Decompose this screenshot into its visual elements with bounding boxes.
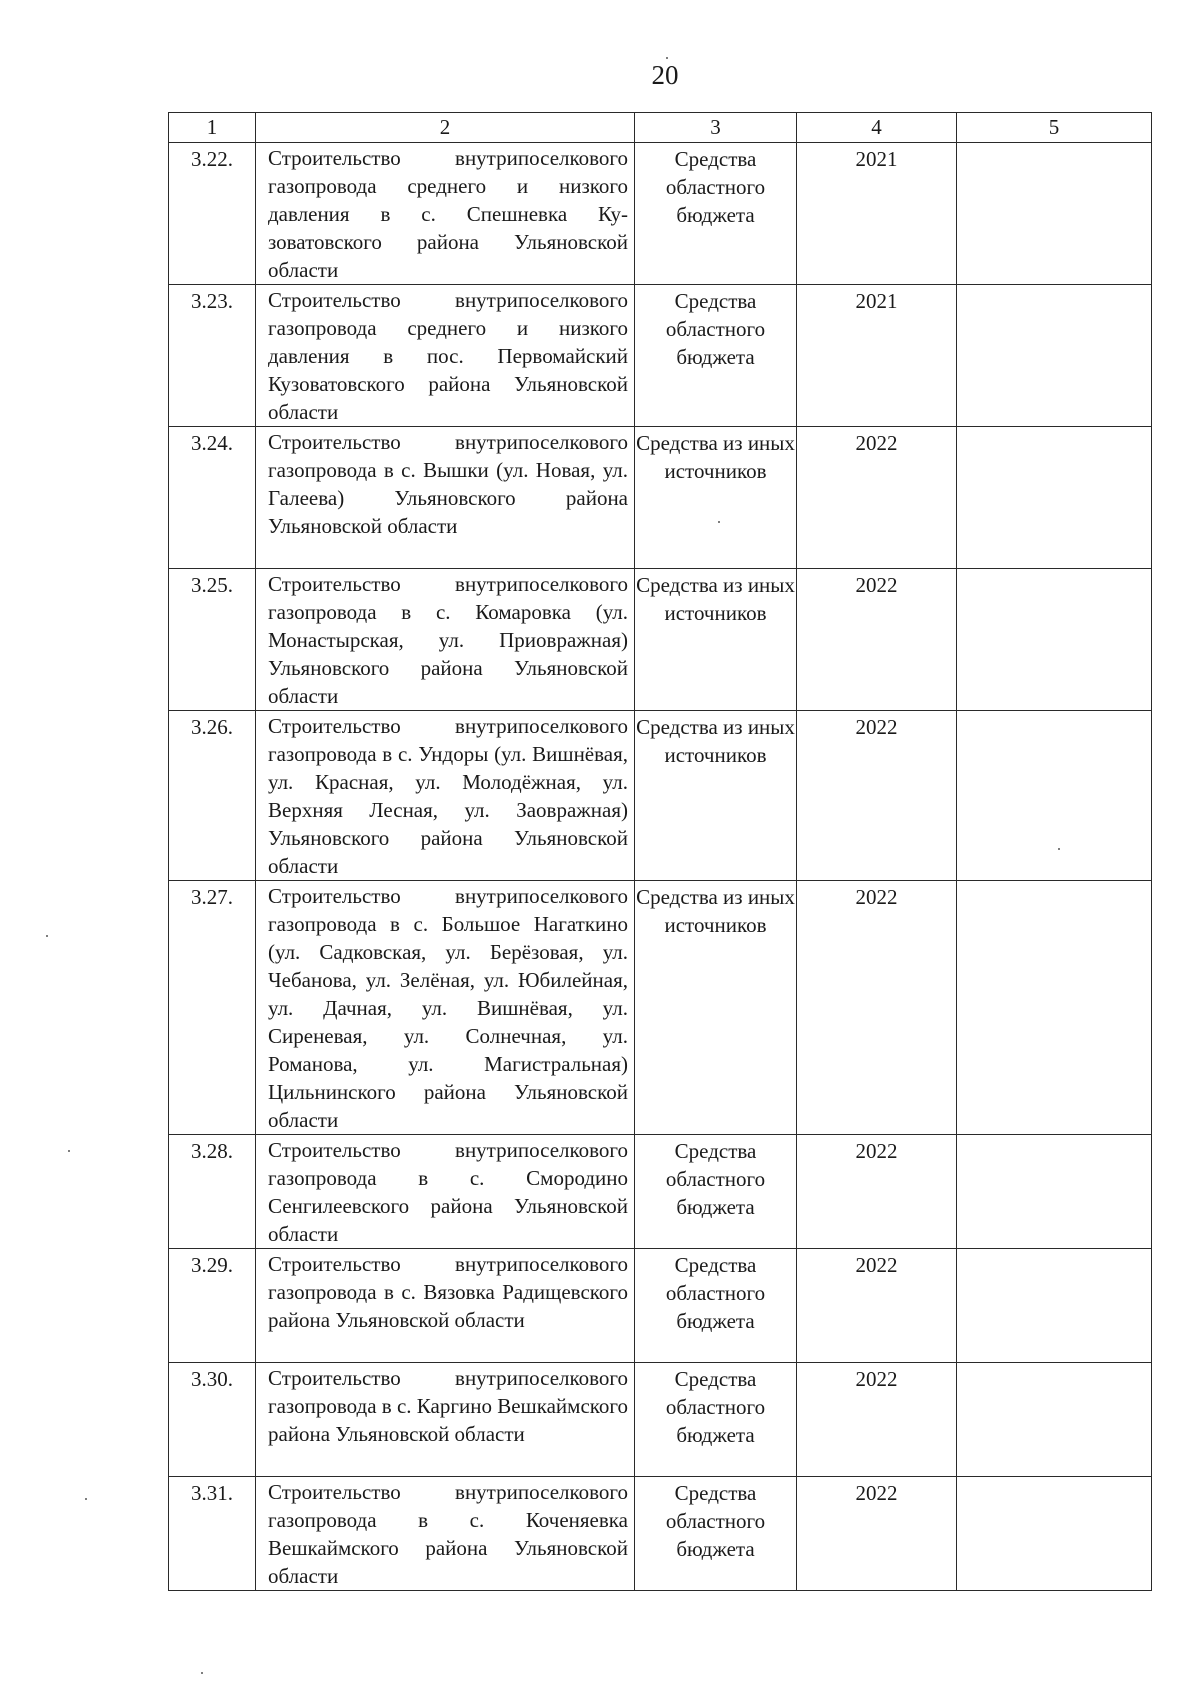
table-row [169, 1477, 1152, 1591]
funding-source: Средства областного бюджета [635, 1363, 797, 1477]
item-description: Строительство внутрипоселкового газопровода в с. Комаровка (ул. Монастырская, ул. Приовражная) Ульяновского района Ульяновской области [256, 569, 635, 711]
table-row [169, 711, 1152, 881]
item-year: 2022 [797, 1249, 957, 1363]
item-year: 2022 [797, 711, 957, 881]
empty-cell [957, 1363, 1152, 1477]
table-row [169, 143, 1152, 285]
empty-cell [957, 711, 1152, 881]
table-row [169, 1249, 1152, 1363]
funding-source: Средства областного бюджета [635, 1477, 797, 1591]
item-number: 3.25. [169, 569, 256, 711]
item-description: Строительство внутрипоселкового газопровода в с. Каргино Вешкаймского района Ульяновской области [256, 1363, 635, 1477]
funding-source: Средства из иных источников [635, 711, 797, 881]
empty-cell [957, 285, 1152, 427]
header-cell: 3 [635, 113, 797, 143]
header-cell: 1 [169, 113, 256, 143]
item-number: 3.24. [169, 427, 256, 569]
item-description: Строительство внутрипоселкового газопровода в с. Ундоры (ул. Вишнёвая, ул. Красная, ул. Молодёжная, ул. Верхняя Лесная, ул. Заовражная) Ульяновского района Ульяновской области [256, 711, 635, 881]
header-cell: 2 [256, 113, 635, 143]
program-table [168, 112, 1152, 1591]
header-cell: 5 [957, 113, 1152, 143]
item-year: 2022 [797, 1363, 957, 1477]
funding-source: Средства из иных источников [635, 569, 797, 711]
item-description: Строительство внутрипоселкового газопровода среднего и низкого давления в с. Спешневка Кузоватовского района Ульяновской области [256, 143, 635, 285]
item-description: Строительство внутрипоселкового газопровода в с. Смородино Сенгилеевского района Ульяновской области [256, 1135, 635, 1249]
item-description: Строительство внутрипоселкового газопровода в с. Вязовка Радищевского района Ульяновской области [256, 1249, 635, 1363]
empty-cell [957, 1135, 1152, 1249]
funding-source: Средства областного бюджета [635, 285, 797, 427]
item-number: 3.27. [169, 881, 256, 1135]
scan-speck [85, 1498, 87, 1500]
empty-cell [957, 1249, 1152, 1363]
funding-source: Средства областного бюджета [635, 1249, 797, 1363]
item-year: 2021 [797, 285, 957, 427]
item-year: 2022 [797, 1477, 957, 1591]
item-year: 2022 [797, 569, 957, 711]
item-year: 2022 [797, 427, 957, 569]
item-year: 2022 [797, 881, 957, 1135]
table-row [169, 881, 1152, 1135]
item-number: 3.30. [169, 1363, 256, 1477]
header-cell: 4 [797, 113, 957, 143]
item-description: Строительство внутрипоселкового газопровода в с. Коченяевка Вешкаймского района Ульяновской области [256, 1477, 635, 1591]
item-description: Строительство внутрипоселкового газопровода среднего и низкого давления в пос. Первомайский Кузоватовского района Ульяновской области [256, 285, 635, 427]
empty-cell [957, 569, 1152, 711]
funding-source: Средства из иных источников [635, 881, 797, 1135]
table-row [169, 285, 1152, 427]
item-number: 3.22. [169, 143, 256, 285]
empty-cell [957, 143, 1152, 285]
item-number: 3.28. [169, 1135, 256, 1249]
item-number: 3.31. [169, 1477, 256, 1591]
scan-speck [46, 935, 48, 937]
item-number: 3.29. [169, 1249, 256, 1363]
item-description: Строительство внутрипоселкового газопровода в с. Большое Нагаткино (ул. Садковская, ул. Берёзовая, ул. Чебанова, ул. Зелёная, ул. Юбилейная, ул. Дачная, ул. Вишнёвая, ул. Сиреневая, ул. Солнечная, ул. Романова, ул. Магистральная) Цильнинского района Ульяновской области [256, 881, 635, 1135]
funding-source: Средства областного бюджета [635, 143, 797, 285]
item-number: 3.26. [169, 711, 256, 881]
page-number: 20 [651, 60, 679, 90]
item-description: Строительство внутрипоселкового газопровода в с. Вышки (ул. Новая, ул. Галеева) Ульяновского района Ульяновской области [256, 427, 635, 569]
scan-speck [68, 1150, 70, 1152]
funding-source: Средства из иных источников [635, 427, 797, 569]
item-year: 2022 [797, 1135, 957, 1249]
item-year: 2021 [797, 143, 957, 285]
table-row [169, 569, 1152, 711]
empty-cell [957, 1477, 1152, 1591]
table-row [169, 1363, 1152, 1477]
empty-cell [957, 427, 1152, 569]
funding-source: Средства областного бюджета [635, 1135, 797, 1249]
table-row [169, 1135, 1152, 1249]
header-row [169, 113, 1152, 143]
item-number: 3.23. [169, 285, 256, 427]
empty-cell [957, 881, 1152, 1135]
scan-speck [666, 57, 668, 59]
scan-speck [201, 1672, 203, 1674]
table-row [169, 427, 1152, 569]
